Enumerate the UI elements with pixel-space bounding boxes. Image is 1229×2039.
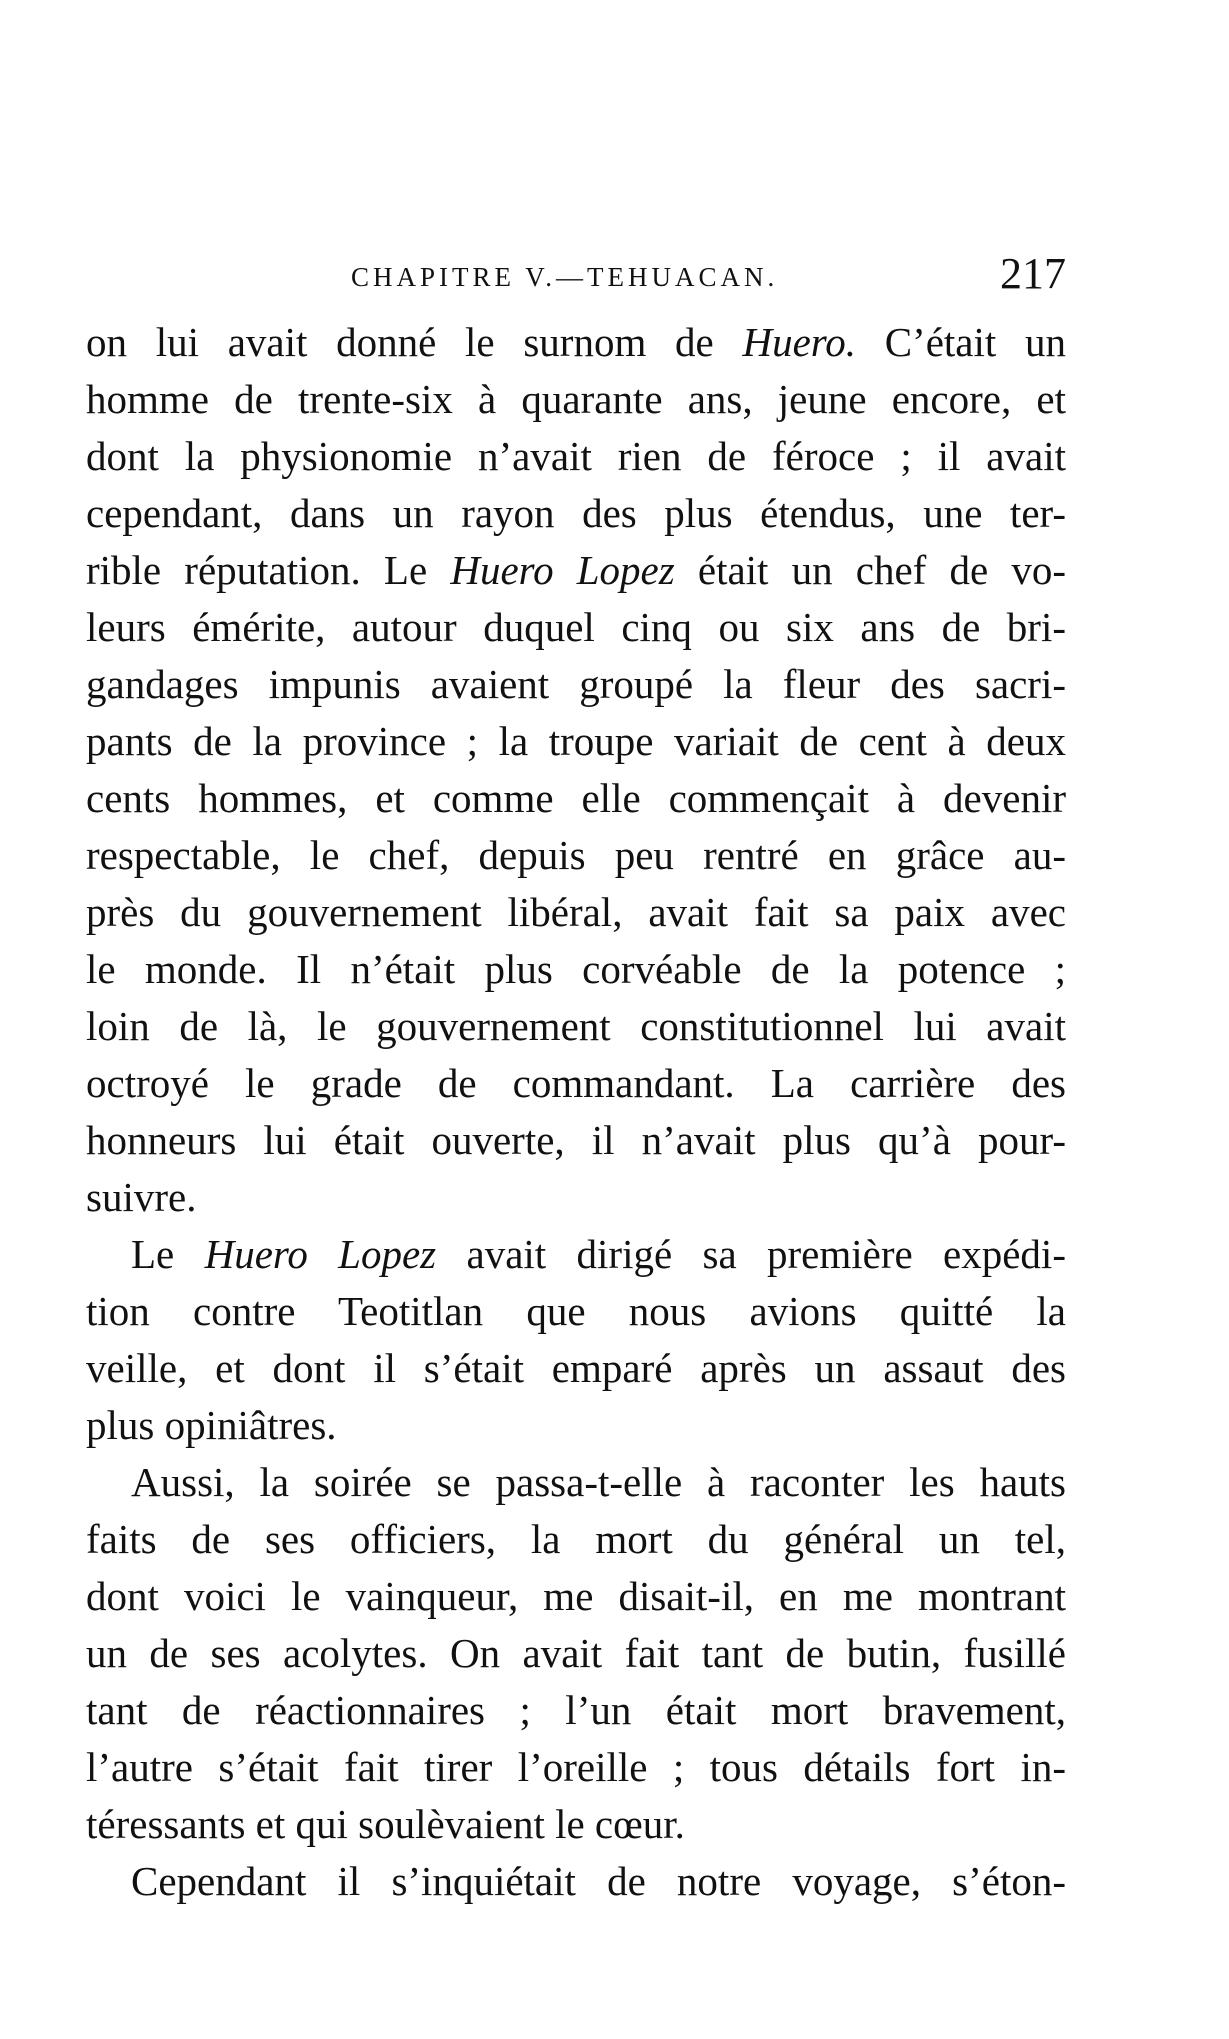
- text-run: respectable, le chef, depuis peu rentré en grâce au-: [86, 832, 1066, 878]
- text-line: [86, 1340, 1066, 1397]
- text-run: pants de la province ; la troupe variait de cent à deux: [86, 718, 1066, 764]
- text-line: [86, 428, 1066, 485]
- text-line: [86, 1169, 1066, 1226]
- text-run: téressants et qui soulèvaient le cœur.: [86, 1801, 685, 1847]
- text-line: [86, 1739, 1066, 1796]
- text-line: [86, 371, 1066, 428]
- text-run: homme de trente-six à quarante ans, jeune encore, et: [86, 376, 1066, 422]
- text-run: honneurs lui était ouverte, il n’avait plus qu’à pour-: [86, 1117, 1066, 1163]
- text-run: Le: [131, 1231, 205, 1277]
- italic-text: Huero Lopez: [450, 547, 675, 593]
- text-line: [86, 656, 1066, 713]
- text-line: [86, 884, 1066, 941]
- running-head: [86, 248, 1066, 308]
- text-run: tion contre Teotitlan que nous avions quitté la: [86, 1288, 1066, 1334]
- text-line: [86, 827, 1066, 884]
- text-run: dont voici le vainqueur, me disait-il, en me montrant: [86, 1573, 1066, 1619]
- text-line: [86, 1112, 1066, 1169]
- italic-text: Huero.: [742, 319, 856, 365]
- text-run: un de ses acolytes. On avait fait tant de butin, fusillé: [86, 1630, 1066, 1676]
- text-line: [86, 1853, 1066, 1910]
- text-run: loin de là, le gouvernement constitutionnel lui avait: [86, 1003, 1066, 1049]
- text-run: Cependant il s’inquiétait de notre voyage, s’éton-: [131, 1858, 1066, 1904]
- text-run: tant de réactionnaires ; l’un était mort bravement,: [86, 1687, 1066, 1733]
- text-line: [86, 1454, 1066, 1511]
- text-run: faits de ses officiers, la mort du général un tel,: [86, 1516, 1066, 1562]
- text-run: près du gouvernement libéral, avait fait sa paix avec: [86, 889, 1066, 935]
- text-run: cents hommes, et comme elle commençait à devenir: [86, 775, 1066, 821]
- running-title: CHAPITRE V.—TEHUACAN.: [351, 262, 779, 292]
- text-line: [86, 998, 1066, 1055]
- text-line: [86, 1055, 1066, 1112]
- body-text: [86, 314, 1066, 1910]
- text-line: [86, 485, 1066, 542]
- text-run: on lui avait donné le surnom de: [86, 319, 743, 365]
- text-run: rible réputation. Le: [86, 547, 451, 593]
- text-line: [86, 599, 1066, 656]
- page-number: 217: [1000, 249, 1066, 298]
- text-run: dont la physionomie n’avait rien de féroce ; il avait: [86, 433, 1066, 479]
- text-line: [86, 941, 1066, 998]
- text-line: [86, 1283, 1066, 1340]
- text-line: [86, 1682, 1066, 1739]
- italic-text: Huero Lopez: [204, 1231, 437, 1277]
- text-line: [86, 314, 1066, 371]
- text-run: avait dirigé sa première expédi-: [436, 1231, 1066, 1277]
- text-line: [86, 1511, 1066, 1568]
- text-line: [86, 770, 1066, 827]
- text-line: [86, 542, 1066, 599]
- text-line: [86, 1625, 1066, 1682]
- text-run: suivre.: [86, 1174, 197, 1220]
- text-run: veille, et dont il s’était emparé après un assaut des: [86, 1345, 1066, 1391]
- text-run: gandages impunis avaient groupé la fleur des sacri-: [86, 661, 1066, 707]
- text-run: C’était un: [855, 319, 1066, 365]
- text-run: le monde. Il n’était plus corvéable de la potence ;: [86, 946, 1066, 992]
- text-run: Aussi, la soirée se passa-t-elle à raconter les hauts: [131, 1459, 1066, 1505]
- text-line: [86, 1568, 1066, 1625]
- text-line: [86, 1226, 1066, 1283]
- text-run: leurs émérite, autour duquel cinq ou six ans de bri-: [86, 604, 1066, 650]
- text-line: [86, 713, 1066, 770]
- text-line: [86, 1796, 1066, 1853]
- text-run: l’autre s’était fait tirer l’oreille ; tous détails fort in-: [86, 1744, 1066, 1790]
- text-run: plus opiniâtres.: [86, 1402, 337, 1448]
- text-run: cependant, dans un rayon des plus étendus, une ter-: [86, 490, 1066, 536]
- text-line: [86, 1397, 1066, 1454]
- text-run: octroyé le grade de commandant. La carrière des: [86, 1060, 1066, 1106]
- text-run: était un chef de vo-: [674, 547, 1067, 593]
